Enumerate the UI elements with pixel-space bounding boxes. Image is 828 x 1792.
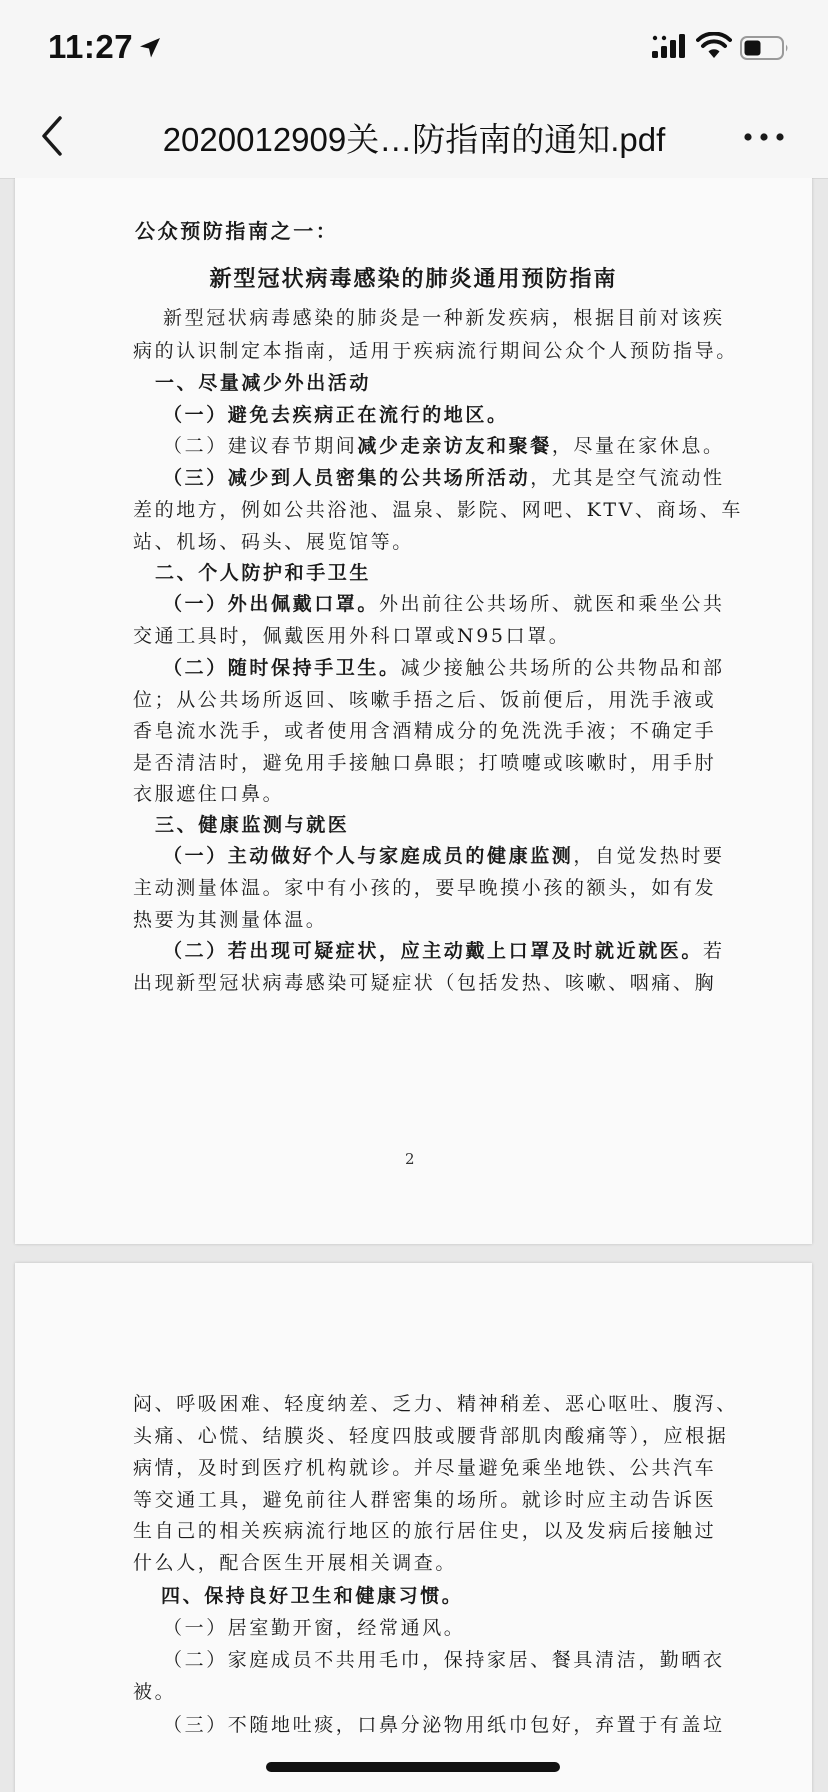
document-line bbox=[155, 810, 349, 837]
document-line bbox=[133, 495, 743, 522]
text-segment: （二）家庭成员不共用毛巾，保持家居、餐具清洁，勤晒衣 bbox=[163, 1649, 725, 1671]
text-segment: 头痛、心慌、结膜炎、轻度四肢或腰背部肌肉酸痛等），应根据 bbox=[133, 1425, 729, 1447]
text-segment: 主动测量体温。家中有小孩的，要早晚摸小孩的额头，如有发 bbox=[133, 877, 717, 899]
text-segment: （一）避免去疾病正在流行的地区。 bbox=[163, 404, 509, 426]
text-segment: 位；从公共场所返回、咳嗽手捂之后、饭前便后，用洗手液或 bbox=[133, 689, 717, 711]
document-line bbox=[133, 1516, 716, 1543]
document-line bbox=[155, 558, 371, 585]
document-line bbox=[133, 905, 327, 932]
document-line bbox=[163, 841, 725, 868]
back-button[interactable] bbox=[34, 110, 70, 162]
status-time: 11:27 bbox=[48, 28, 134, 65]
document-line bbox=[163, 463, 725, 490]
document-line bbox=[163, 1613, 465, 1640]
pdf-page-2 bbox=[15, 1263, 812, 1792]
text-segment: 差的地方，例如公共浴池、温泉、影院、网吧、KTV、商场、车 bbox=[133, 499, 743, 521]
text-segment: 四、保持良好卫生和健康习惯。 bbox=[161, 1585, 464, 1607]
wifi-icon bbox=[696, 32, 732, 60]
text-segment: 被。 bbox=[133, 1681, 177, 1703]
document-line bbox=[163, 589, 725, 616]
text-segment: 减少接触公共场所的公共物品和部 bbox=[400, 657, 725, 679]
battery-icon bbox=[740, 36, 790, 60]
document-line bbox=[161, 1581, 463, 1608]
text-segment: 减少走亲访友和聚餐 bbox=[357, 435, 552, 457]
cellular-signal-icon bbox=[652, 34, 688, 60]
pdf-viewer[interactable] bbox=[0, 178, 828, 1792]
document-line bbox=[133, 1453, 716, 1480]
document-line bbox=[133, 1421, 728, 1448]
text-segment: 一、尽量减少外出活动 bbox=[155, 372, 372, 394]
nav-bar bbox=[0, 100, 828, 179]
document-line bbox=[133, 779, 284, 806]
document-title: 2020012909关…防指南的通知.pdf bbox=[162, 121, 666, 158]
text-segment: （一）外出佩戴口罩。 bbox=[163, 593, 380, 615]
text-segment: （二）若出现可疑症状，应主动戴上口罩及时就近就医。 bbox=[163, 940, 704, 962]
text-segment: 是否清洁时，避免用手接触口鼻眼；打喷嚏或咳嗽时，用手肘 bbox=[133, 752, 717, 774]
document-line bbox=[163, 1645, 725, 1672]
document-line bbox=[133, 1677, 176, 1704]
text-segment: ，尤其是空气流动性 bbox=[530, 467, 725, 489]
text-segment: ，尽量在家休息。 bbox=[551, 435, 725, 457]
document-line bbox=[133, 748, 716, 775]
text-segment: 二、个人防护和手卫生 bbox=[155, 562, 372, 584]
text-segment: 病情，及时到医疗机构就诊。并尽量避免乘坐地铁、公共汽车 bbox=[133, 1457, 717, 1479]
text-segment: 衣服遮住口鼻。 bbox=[133, 783, 285, 805]
more-options-button[interactable] bbox=[742, 122, 786, 152]
text-segment: （二）随时保持手卫生。 bbox=[163, 657, 401, 679]
document-line bbox=[163, 653, 725, 680]
text-segment: 病的认识制定本指南，适用于疾病流行期间公众个人预防指导。 bbox=[133, 340, 738, 362]
text-segment: 出现新型冠状病毒感染可疑症状（包括发热、咳嗽、咽痛、胸 bbox=[133, 972, 717, 994]
document-line bbox=[163, 431, 725, 458]
document-line bbox=[163, 400, 509, 427]
guide-title: 新型冠状病毒感染的肺炎通用预防指南 bbox=[209, 266, 618, 292]
text-segment: （二）建议春节期间 bbox=[163, 435, 358, 457]
text-segment: 香皂流水洗手，或者使用含酒精成分的免洗洗手液；不确定手 bbox=[133, 720, 717, 742]
text-segment: 闷、呼吸困难、轻度纳差、乏力、精神稍差、恶心呕吐、腹泻、 bbox=[133, 1393, 738, 1415]
text-segment: 热要为其测量体温。 bbox=[133, 909, 328, 931]
document-line bbox=[133, 527, 414, 554]
text-segment: 什么人，配合医生开展相关调查。 bbox=[133, 1552, 458, 1574]
text-segment: 站、机场、码头、展览馆等。 bbox=[133, 531, 414, 553]
text-segment: 等交通工具，避免前往人群密集的场所。就诊时应主动告诉医 bbox=[133, 1489, 717, 1511]
document-line bbox=[133, 1548, 457, 1575]
text-segment: 三、健康监测与就医 bbox=[155, 814, 350, 836]
text-segment: 交通工具时，佩戴医用外科口罩或N95口罩。 bbox=[133, 625, 571, 647]
document-line bbox=[133, 716, 716, 743]
page-number: 2 bbox=[405, 1150, 415, 1168]
text-segment: （三）减少到人员密集的公共场所活动 bbox=[163, 467, 531, 489]
document-line bbox=[133, 968, 716, 995]
text-segment: （一）主动做好个人与家庭成员的健康监测 bbox=[163, 845, 574, 867]
document-line bbox=[133, 873, 716, 900]
text-segment: 新型冠状病毒感染的肺炎是一种新发疾病，根据目前对该疾 bbox=[163, 307, 725, 329]
document-line bbox=[133, 621, 570, 648]
document-line bbox=[133, 1389, 738, 1416]
guide-header: 公众预防指南之一： bbox=[135, 219, 339, 243]
document-line bbox=[155, 368, 371, 395]
location-arrow-icon bbox=[138, 36, 162, 60]
document-line bbox=[163, 936, 725, 963]
document-line bbox=[133, 1485, 716, 1512]
pdf-page-1 bbox=[15, 178, 812, 1244]
status-bar bbox=[0, 0, 828, 100]
home-indicator[interactable] bbox=[266, 1762, 560, 1772]
document-line bbox=[163, 303, 725, 330]
document-line bbox=[133, 336, 738, 363]
text-segment: 外出前往公共场所、就医和乘坐公共 bbox=[379, 593, 725, 615]
text-segment: 生自己的相关疾病流行地区的旅行居住史，以及发病后接触过 bbox=[133, 1520, 717, 1542]
document-line bbox=[163, 1710, 725, 1737]
text-segment: ，自觉发热时要 bbox=[573, 845, 725, 867]
text-segment: 若 bbox=[703, 940, 725, 962]
text-segment: （三）不随地吐痰，口鼻分泌物用纸巾包好，弃置于有盖垃 bbox=[163, 1714, 725, 1736]
document-line bbox=[133, 685, 716, 712]
text-segment: （一）居室勤开窗，经常通风。 bbox=[163, 1617, 466, 1639]
